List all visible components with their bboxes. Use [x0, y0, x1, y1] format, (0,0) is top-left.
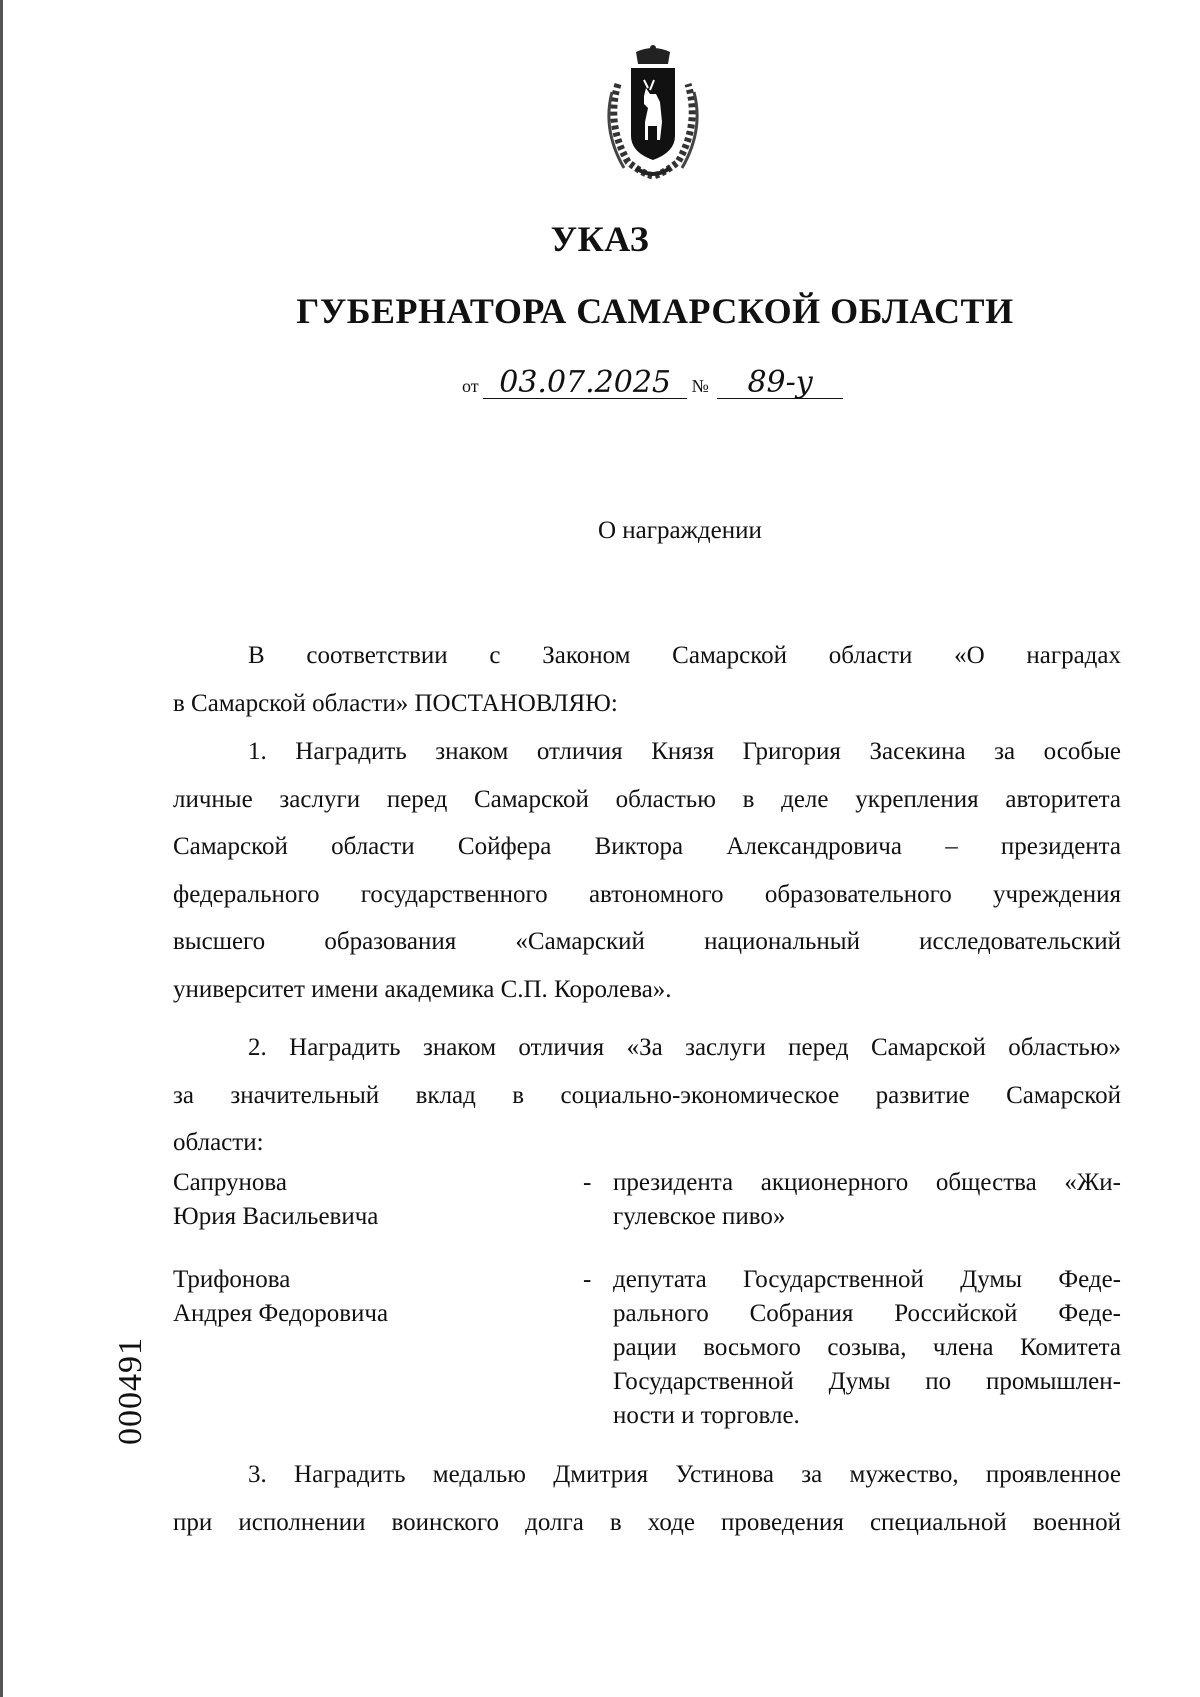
item-1-paragraph	[173, 728, 1121, 1013]
awardee-description-line: рации восьмого созыва, члена Комитета	[613, 1334, 1121, 1361]
document-subtitle: ГУБЕРНАТОРА САМАРСКОЙ ОБЛАСТИ	[296, 291, 1014, 331]
preamble-line: В соответствии с Законом Самарской области «О наградах	[248, 642, 1121, 669]
preamble-line: в Самарской области» ПОСТАНОВЛЯЮ:	[173, 689, 618, 717]
item-3-line: 3. Наградить медалью Дмитрия Устинова за мужество, проявленное	[248, 1461, 1121, 1488]
awardee-name	[173, 1263, 553, 1331]
awardee-given-names: Андрея Федоровича	[173, 1300, 389, 1327]
handwritten-number: 89-у	[717, 368, 843, 399]
awardee-description-line: гулевское пиво»	[613, 1203, 786, 1230]
awardee-description-line: Государственной Думы по промышлен-	[613, 1368, 1121, 1395]
document-subject: О награждении	[598, 517, 762, 544]
item-1-line: высшего образования «Самарский национальный исследовательский	[173, 928, 1121, 955]
awardee-description	[613, 1166, 1121, 1234]
item-2-line: за значительный вклад в социально-экономическое развитие Самарской	[173, 1081, 1121, 1109]
item-2-paragraph	[173, 1024, 1121, 1167]
item-1-line: университет имени академика С.П. Королева».	[173, 975, 672, 1003]
item-2-line: области:	[173, 1129, 264, 1156]
item-3-paragraph	[173, 1451, 1121, 1546]
number-prefix: №	[691, 376, 709, 396]
item-3-line: при исполнении воинского долга в ходе проведения специальной военной	[173, 1508, 1121, 1536]
item-1-line: Самарской области Сойфера Виктора Александровича – президента	[173, 833, 1121, 860]
item-1-line: личные заслуги перед Самарской областью в деле укрепления авторитета	[173, 785, 1121, 813]
item-2-line: 2. Наградить знаком отличия «За заслуги перед Самарской областью»	[248, 1034, 1121, 1061]
serial-number: 000491	[112, 1337, 149, 1445]
preamble-paragraph	[173, 632, 1121, 727]
date-prefix: от	[462, 376, 479, 396]
item-1-line: федерального государственного автономного образовательного учреждения	[173, 880, 1121, 908]
awardee-surname: Сапрунова	[173, 1169, 287, 1196]
awardee-dash: -	[583, 1169, 592, 1196]
awardee-description-line: президента акционерного общества «Жи-	[613, 1169, 1121, 1196]
awardee-description-line: ности и торговле.	[613, 1402, 800, 1429]
awardee-description	[613, 1263, 1121, 1433]
handwritten-date: 03.07.2025	[483, 368, 687, 399]
document-title: УКАЗ	[550, 219, 650, 259]
coat-of-arms-icon	[598, 44, 708, 182]
awardee-description-line: депутата Государственной Думы Феде-	[613, 1266, 1121, 1293]
awardee-surname: Трифонова	[173, 1266, 291, 1293]
awardee-description-line: рального Собрания Российской Феде-	[613, 1300, 1121, 1327]
date-number-line	[462, 365, 843, 400]
awardee-name	[173, 1166, 553, 1234]
awardee-given-names: Юрия Васильевича	[173, 1203, 379, 1230]
awardee-dash: -	[583, 1266, 592, 1293]
item-1-line: 1. Наградить знаком отличия Князя Григория Засекина за особые	[248, 738, 1121, 765]
